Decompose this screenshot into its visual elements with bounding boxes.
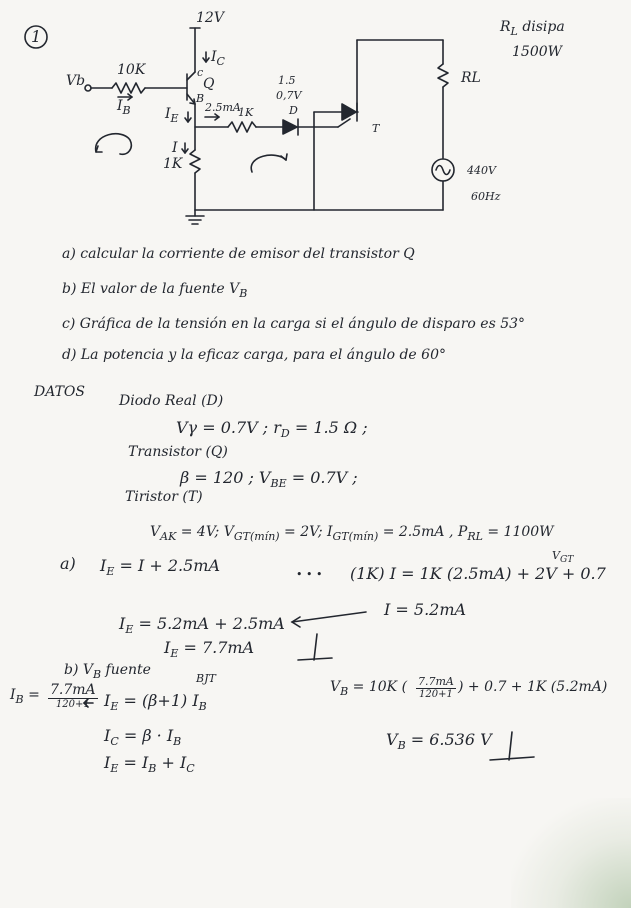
branch-current-label: 2.5mA [205,101,241,114]
solution-b-bjt: BJT [196,672,216,685]
solution-b-eq3: $I_E = I_B + I_C$ [104,753,195,776]
solution-a-line1: $I_E = I + 2.5mA$ [100,556,221,579]
vb-terminal [85,85,91,91]
solution-b-vb-equation: $V_B = 10K$ ( [330,679,408,698]
solution-b-eq2: $I_C = \beta \cdot I_B$ [104,726,182,749]
source-frequency-label: 60Hz [471,190,501,203]
solution-b-ib-lhs: $I_B$ = [10,687,40,706]
question-c: c) Gráfica de la tensión en la carga si el ángulo de disparo es 53° [62,316,526,332]
vb-label: Vb [66,73,86,89]
transistor-label: Q [203,76,215,92]
diode-symbol [283,120,297,134]
base-current-label: $I_B$ [117,98,131,117]
transistor-data-title: Transistor (Q) [128,444,228,460]
question-d: d) La potencia y la eficaz carga, para el ángulo de 60° [62,347,446,363]
diode-label: D [289,104,298,117]
diode-voltage-label: 0,7V [276,89,302,102]
solution-a-line2: $I_E = 5.2mA + 2.5mA$ [119,614,285,637]
question-a: a) calcular la corriente de emisor del transistor Q [62,246,415,262]
solution-a-line3: $I_E = 7.7mA$ [164,638,255,661]
gate-resistor-label: 1K [238,106,254,119]
answer-b-checkmark [509,732,512,760]
load-power-note: 1500W [512,44,563,60]
thyristor-label: T [372,122,380,135]
datos-heading: DATOS [34,384,85,400]
base-pin-label: B [196,92,205,105]
loop-arrow-right [251,155,286,172]
solution-b-vb-fraction: $\frac{7.7mA}{120+1}$ [418,675,454,700]
solution-a-kvl: (1K) I = 1K (2.5mA) + 2V + 0.7 [350,564,606,583]
load-resistor-label: RL [461,70,481,86]
collector-pin-label: c [197,66,204,79]
solution-a-vgt-label: $V_{GT}$ [552,549,574,566]
source-voltage-label: 440V [467,164,496,177]
solution-a-dots: • • • [296,568,323,581]
resistor-current-label: I [172,140,178,156]
gate-resistor [228,122,256,132]
diode-resistance-label: 1.5 [278,74,296,87]
diode-data-title: Diodo Real (D) [119,393,224,409]
answer-a-checkmark [314,634,317,660]
emitter-resistor [190,150,200,173]
solution-b-vb-rest: ) + 0.7 + 1K (5.2mA) [458,679,608,695]
solution-b-label: b) $V_B$ fuente [64,662,151,681]
solution-a-label: a) [60,554,76,573]
solution-b-vb-result: $V_B = 6.536$ V [386,730,492,753]
solution-b-eq1: $I_E = (\beta+1)$ $I_B$ [104,691,207,714]
collector-current-label: $I_C$ [211,49,225,68]
solution-a-current-result: I = 5.2mA [384,600,467,619]
solution-b-ib-fraction: 7.7mA 120+1 [50,682,96,710]
problem-number: 1 [31,27,42,46]
supply-voltage-label: 12V [196,10,224,26]
thyristor-data-title: Tiristor (T) [125,489,203,505]
question-b: b) El valor de la fuente $V_B$ [62,281,248,300]
page-corner-shading [511,798,631,908]
transistor-data-values: β = 120 ; $V_{BE} = 0.7V$ ; [180,468,358,491]
emitter-resistor-label: 1K [163,156,183,172]
diode-data-values: Vγ = 0.7V ; $r_D = 1.5$ Ω ; [176,418,368,441]
thyristor-data-values: $V_{AK} = 4V$; $V_{GT(mín)} = 2V$; $I_{GT(mín)} = 2.5mA$ , $P_{RL} = 1100W$ [150,524,554,543]
load-note: $R_L$ disipa [500,19,565,38]
base-resistor [112,83,145,93]
emitter-current-label: $I_E$ [165,106,179,125]
load-resistor [438,64,448,87]
base-resistor-label: 10K [117,62,146,78]
thyristor-symbol [342,104,356,120]
